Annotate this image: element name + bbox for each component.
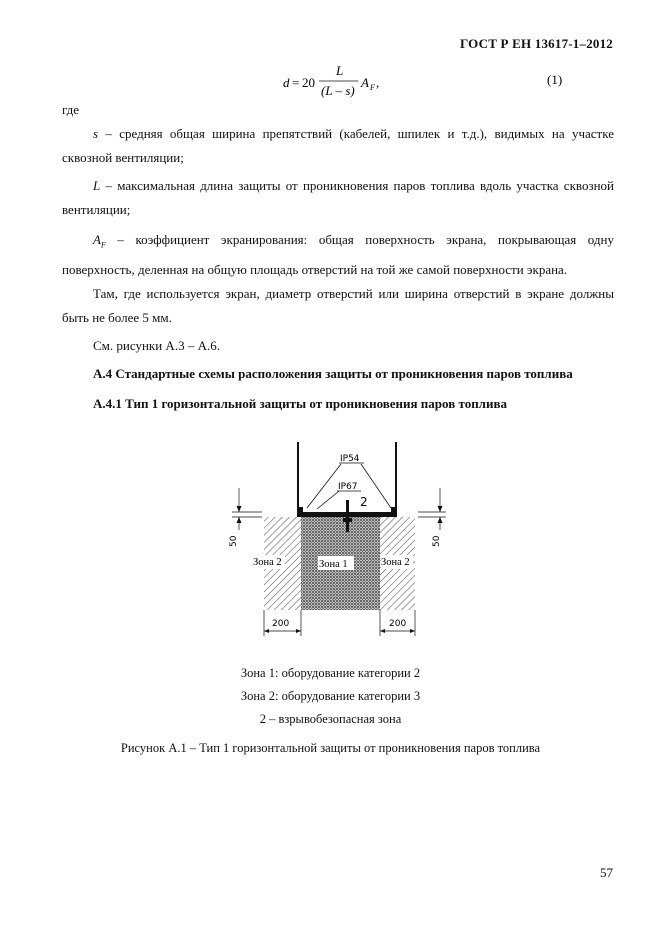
definition-l [62,174,614,222]
formula-factor-subscript: F [370,83,375,92]
leader-ip67 [317,491,339,509]
label-ip67: IP67 [338,482,358,492]
definition-text: – коэффициент экранирования: общая поверхность экрана, покрывающая одну поверхность, деленная на общую площадь отверстий на той же самой поверхности экрана. [62,232,614,277]
document-header: ГОСТ Р ЕН 13617-1–2012 [460,36,613,51]
label-zone2-right: Зона 2 [381,557,410,568]
screen-note: Там, где используется экран, диаметр отверстий или ширина отверстий в экране должны быть не более 5 мм. [62,286,614,325]
formula-numerator: L [336,64,344,78]
definition-text: – максимальная длина защиты от проникновения паров топлива вдоль участка сквозной вентиляции; [62,178,614,217]
label-dim-height-right: 50 [432,535,442,547]
formula-factor: A [361,75,369,90]
formula-comma: , [376,75,380,90]
dim-arrowhead [438,517,443,523]
definition-af [62,228,614,282]
dim-arrowhead [438,506,443,512]
page-number: 57 [600,865,613,880]
formula-svg [0,64,661,104]
dim-arrowhead [237,517,242,523]
legend-zone1: Зона 1: оборудование категории 2 [240,666,421,680]
formula-denominator: (L – s) [321,83,355,98]
legend-zone2: Зона 2: оборудование категории 3 [240,689,421,703]
definition-symbol: L [93,178,101,193]
label-zone1: Зона 1 [319,559,348,570]
label-dim-height-left: 50 [229,535,239,547]
dim-arrowhead [410,629,415,633]
dim-arrowhead [380,629,385,633]
definition-subscript: F [100,240,106,250]
definition-symbol: s [93,126,99,141]
label-ip54: IP54 [340,454,360,464]
bolt-washer [343,518,352,522]
definition-s [62,122,614,170]
formula-coefficient: 20 [302,75,315,90]
dim-arrowhead [237,506,242,512]
formula-equals: = [292,75,300,90]
section-heading-a41: А.4.1 Тип 1 горизонтальной защиты от проникновения паров топлива [93,396,507,411]
figure-a1-diagram [0,432,661,642]
label-dim-width-right: 200 [389,619,407,629]
dim-arrowhead [296,629,301,633]
label-marker-2: 2 [360,495,368,509]
formula-1 [0,64,661,104]
dim-arrowhead [264,629,269,633]
see-figures: См. рисунки А.3 – А.6. [93,338,220,353]
label-dim-width-left: 200 [272,619,290,629]
formula-number: (1) [547,72,563,87]
formula-lhs: d [283,75,290,90]
label-zone2-left: Зона 2 [253,557,282,568]
figure-caption: Рисунок А.1 – Тип 1 горизонтальной защиты от проникновения паров топлива [120,741,541,755]
definition-symbol: A [93,232,101,247]
section-heading-a4: А.4 Стандартные схемы расположения защиты от проникновения паров топлива [93,366,573,381]
where-word: где [62,102,80,117]
bolt-nut [340,513,355,517]
definition-text: – средняя общая ширина препятствий (кабелей, шпилек и т.д.), видимых на участке сквозной вентиляции; [62,126,614,165]
leader-ip54-left [307,464,341,508]
legend-marker-2: 2 – взрывобезопасная зона [259,712,402,726]
